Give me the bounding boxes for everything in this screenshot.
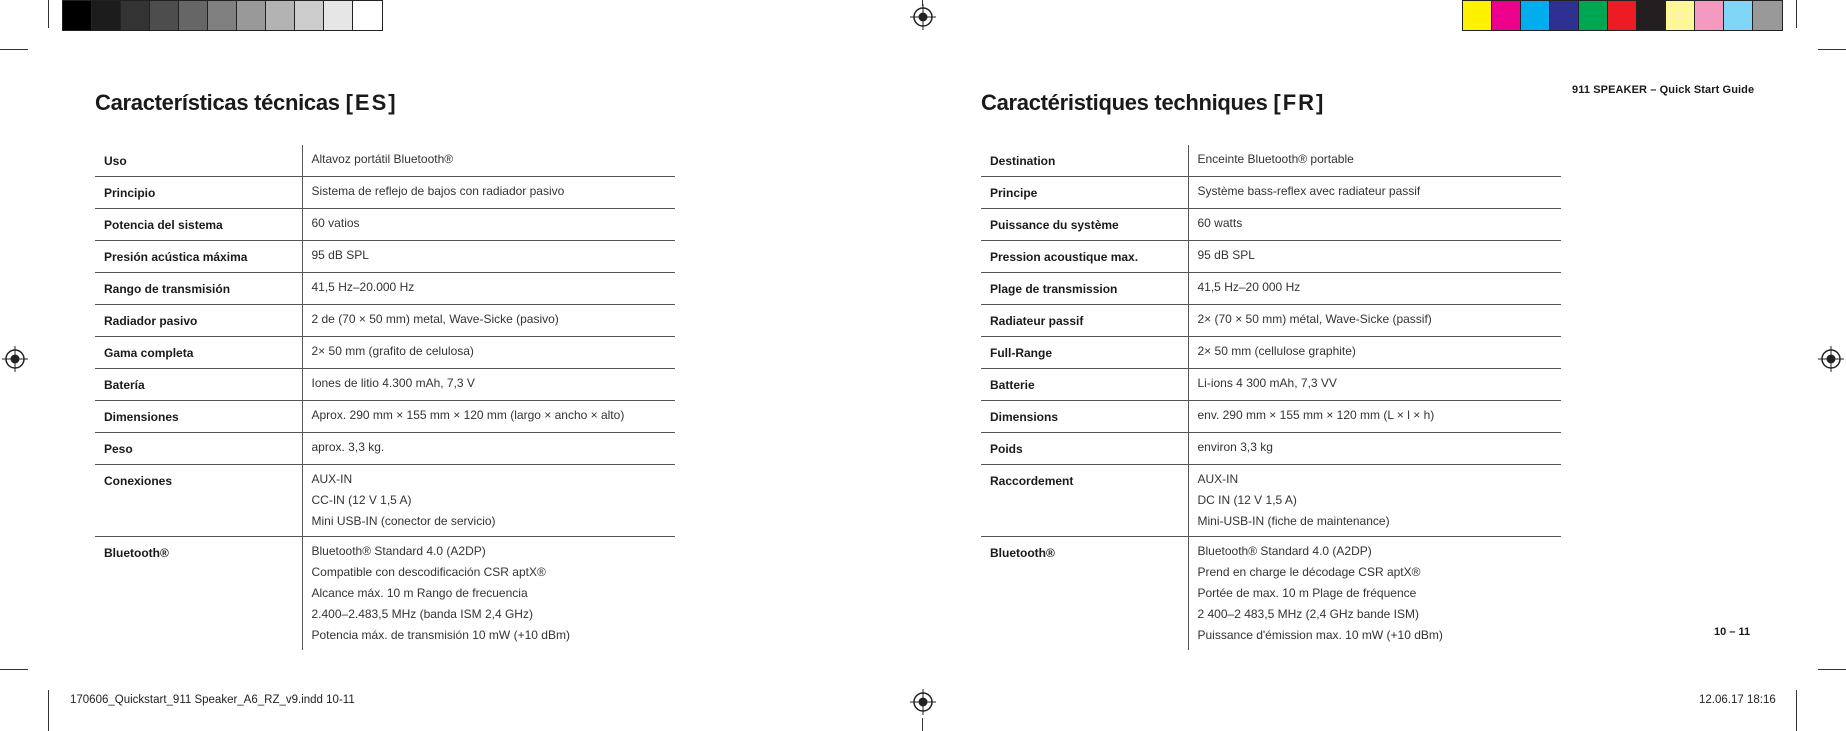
slug-filename: 170606_Quickstart_911 Speaker_A6_RZ_v9.indd 10-11 [70,694,355,706]
color-swatch [324,1,353,30]
spec-value-line: 2× 50 mm (grafito de celulosa) [311,344,474,358]
spec-row [981,177,1561,209]
color-swatch [1753,1,1782,30]
page-number: 10 – 11 [1714,626,1751,638]
spec-value-line: Mini USB-IN (conector de servicio) [311,514,496,528]
crop-mark [48,0,49,28]
color-swatch [295,1,324,30]
spec-row [981,465,1561,537]
spec-label: Puissance du système [990,218,1119,232]
color-swatch [1695,1,1724,30]
spec-value [1188,433,1561,465]
registration-mark-icon [2,346,28,372]
spec-value-line: Bluetooth® Standard 4.0 (A2DP) [1197,544,1372,558]
color-swatch [1666,1,1695,30]
crop-mark [1796,0,1797,28]
spec-label: Poids [990,442,1023,456]
spec-value [302,369,675,401]
spec-value-line: env. 290 mm × 155 mm × 120 mm (L × l × h) [1197,408,1435,422]
spec-value-line: CC-IN (12 V 1,5 A) [311,493,412,507]
spec-label: Conexiones [104,474,173,488]
spec-value-line: Li-ions 4 300 mAh, 7,3 VV [1197,376,1337,390]
spec-value [302,337,675,369]
spec-row [981,537,1561,651]
spec-table-fr [981,145,1561,650]
spec-label: Principio [104,186,156,200]
spec-value [1188,177,1561,209]
color-swatch [1492,1,1521,30]
crop-mark [1818,49,1846,50]
spec-label: Batterie [990,378,1035,392]
spec-label: Uso [104,154,127,168]
spec-row [981,145,1561,177]
spec-value-line: DC IN (12 V 1,5 A) [1197,493,1297,507]
spec-row [95,305,675,337]
spec-table-es [95,145,675,650]
color-swatch [92,1,121,30]
language-tag: [ES] [345,90,398,115]
section-title-fr [981,88,1561,132]
spec-value [302,209,675,241]
spec-row [95,337,675,369]
spec-label: Batería [104,378,145,392]
spec-value [302,433,675,465]
spec-label: Presión acústica máxima [104,250,248,264]
spec-value-line: AUX-IN [311,472,353,486]
spec-value-line: 95 dB SPL [311,248,369,262]
spec-value [1188,369,1561,401]
color-swatch [150,1,179,30]
spec-row [95,209,675,241]
spec-label: Bluetooth® [990,546,1055,560]
color-swatch [1579,1,1608,30]
spec-value-line: Compatible con descodificación CSR aptX® [311,565,546,579]
spec-value-line: AUX-IN [1197,472,1239,486]
spec-label: Bluetooth® [104,546,169,560]
spec-value-line: 60 vatios [311,216,360,230]
spec-value [302,401,675,433]
slug-datetime: 12.06.17 18:16 [1699,694,1776,706]
spec-value-line: 2.400–2.483,5 MHz (banda ISM 2,4 GHz) [311,607,533,621]
spec-value-line: aprox. 3,3 kg. [311,440,385,454]
spec-value [302,305,675,337]
spec-row [981,337,1561,369]
crop-mark [48,690,49,731]
spec-row [981,273,1561,305]
spec-row [981,241,1561,273]
spec-value-line: 41,5 Hz–20 000 Hz [1197,280,1301,294]
spec-value-line: Mini-USB-IN (fiche de maintenance) [1197,514,1390,528]
spec-value-line: environ 3,3 kg [1197,440,1273,454]
spec-row [95,177,675,209]
spec-value-line: Alcance máx. 10 m Rango de frecuencia [311,586,528,600]
section-title-text: Caractéristiques techniques [981,90,1268,115]
spec-column-es [95,88,675,650]
spec-value [1188,305,1561,337]
spec-label: Gama completa [104,346,194,360]
spec-label: Raccordement [990,474,1074,488]
running-header: 911 SPEAKER – Quick Start Guide [1572,84,1755,96]
spec-row [95,465,675,537]
spec-value-line: 2× 50 mm (cellulose graphite) [1197,344,1356,358]
spec-value-line: 95 dB SPL [1197,248,1255,262]
color-swatch [1724,1,1753,30]
color-swatch [63,1,92,30]
language-tag: [FR] [1273,90,1326,115]
spec-value [1188,337,1561,369]
spec-value [302,177,675,209]
spec-value [1188,401,1561,433]
spec-column-fr [981,88,1561,650]
spec-value [1188,241,1561,273]
fold-mark [922,718,923,731]
crop-mark [1818,669,1846,670]
spec-value-line: 2 400–2 483,5 MHz (2,4 GHz bande ISM) [1197,607,1419,621]
spec-label: Radiateur passif [990,314,1084,328]
spec-label: Plage de transmission [990,282,1118,296]
spec-value [1188,209,1561,241]
spec-value [302,465,675,537]
color-swatch [1608,1,1637,30]
spec-label: Dimensiones [104,410,179,424]
spec-value-line: Iones de litio 4.300 mAh, 7,3 V [311,376,475,390]
spec-value-line: Sistema de reflejo de bajos con radiador pasivo [311,184,565,198]
spec-value-line: 2× (70 × 50 mm) métal, Wave-Sicke (passif) [1197,312,1432,326]
spec-value-line: 41,5 Hz–20.000 Hz [311,280,415,294]
color-swatch [1637,1,1666,30]
crop-mark [1796,690,1797,731]
spec-row [95,401,675,433]
color-swatch [1521,1,1550,30]
spec-row [981,305,1561,337]
spec-value-line: Système bass-reflex avec radiateur passif [1197,184,1421,198]
spec-label: Principe [990,186,1038,200]
spec-row [981,209,1561,241]
registration-mark-icon [1818,346,1844,372]
spec-value [302,537,675,651]
spec-value-line: Altavoz portátil Bluetooth® [311,152,454,166]
color-swatch [121,1,150,30]
spec-label: Radiador pasivo [104,314,198,328]
spec-label: Rango de transmisión [104,282,231,296]
spec-value-line: Prend en charge le décodage CSR aptX® [1197,565,1421,579]
registration-mark-icon [910,4,936,30]
color-swatch [1463,1,1492,30]
spec-label: Potencia del sistema [104,218,223,232]
color-swatch [1550,1,1579,30]
spec-value [1188,145,1561,177]
color-swatch [237,1,266,30]
section-title-es [95,88,675,132]
spec-row [95,241,675,273]
spec-row [981,433,1561,465]
color-swatch [179,1,208,30]
crop-mark [0,669,28,670]
spec-row [981,401,1561,433]
spec-value-line: Enceinte Bluetooth® portable [1197,152,1354,166]
spec-row [95,273,675,305]
spec-label: Peso [104,442,133,456]
gray-calibration-strip [62,0,383,31]
spec-row [95,537,675,651]
spec-value [302,145,675,177]
color-swatch [208,1,237,30]
spec-value-line: Portée de max. 10 m Plage de fréquence [1197,586,1417,600]
spec-row [95,433,675,465]
spec-row [95,369,675,401]
spec-value [302,273,675,305]
color-swatch [353,1,382,30]
spec-value [1188,465,1561,537]
spec-value-line: Bluetooth® Standard 4.0 (A2DP) [311,544,486,558]
spec-row [95,145,675,177]
spec-label: Destination [990,154,1056,168]
spec-value-line: Potencia máx. de transmisión 10 mW (+10 dBm) [311,628,570,642]
spec-value [302,241,675,273]
registration-mark-icon [910,689,936,715]
spec-label: Full-Range [990,346,1052,360]
color-swatch [266,1,295,30]
crop-mark [0,49,28,50]
spec-value-line: Puissance d'émission max. 10 mW (+10 dBm) [1197,628,1443,642]
spec-value [1188,273,1561,305]
spec-value-line: 60 watts [1197,216,1243,230]
section-title-text: Características técnicas [95,90,340,115]
spec-value [1188,537,1561,651]
color-calibration-strip [1462,0,1783,31]
spec-value-line: Aprox. 290 mm × 155 mm × 120 mm (largo × ancho × alto) [311,408,625,422]
spec-row [981,369,1561,401]
spec-label: Dimensions [990,410,1059,424]
spec-label: Pression acoustique max. [990,250,1139,264]
spec-value-line: 2 de (70 × 50 mm) metal, Wave-Sicke (pasivo) [311,312,559,326]
